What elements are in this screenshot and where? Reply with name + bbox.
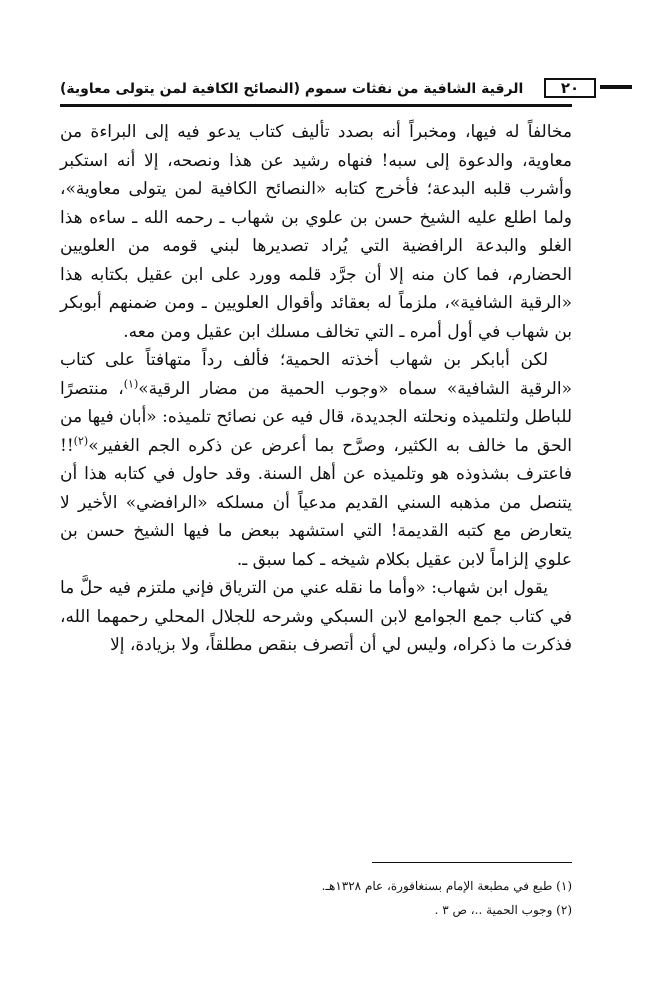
- paragraph-2-part-b: ، منتصرًا للباطل ولتلميذه ونحلته الجديدة، قال فيه عن نصائح تلميذه: «أبان فيها من الحق ما خالف به الكثير، وصرَّح بما أعرض عن ذكره الجم الغفير»: [60, 378, 572, 456]
- header-rule: [60, 104, 572, 107]
- book-title: الرقية الشافية من نفثات سموم (النصائح الكافية لمن يتولى معاوية): [60, 81, 524, 97]
- paragraph-3: يقول ابن شهاب: «وأما ما نقله عني من الترياق فإني ملتزم فيه حلَّ ما في كتاب جمع الجوامع لابن السبكي وشرحه للجلال المحلي رحمهما الله، فذكرت ما ذكراه، وليس لي أن أتصرف بنقص مطلقاً، ولا بزيادة، إلا: [60, 578, 572, 655]
- footnote-1: (١) طبع في مطبعة الإمام بسنغافورة، عام ١٣٢٨هـ.: [321, 879, 572, 893]
- paragraph-2-part-c: !! فاعترف بشذوذه هو وتلميذه عن أهل السنة. وقد حاول في كتابه هذا أن يتنصل من مذهبه السني القديم مدعياً أن مسلكه «الرافضي» الأخير لا يتعارض مع كتبه القديمة! التي استشهد ببعض ما فيها الشيخ حسن بن علوي إلزاماً لابن عقيل بكلام شيخه ـ كما سبق ـ.: [60, 435, 572, 570]
- footnote-ref-1: (١): [123, 376, 139, 390]
- running-header: [60, 78, 620, 100]
- footnote-separator: [372, 862, 572, 863]
- page-number: ٢٠: [544, 78, 596, 98]
- footnote-ref-2: (٢): [73, 433, 89, 447]
- paragraph-2-part-a: لكن أبابكر بن شهاب أخذته الحمية؛ فألف رداً متهافتاً على كتاب «الرقية الشافية» سماه «وجوب الحمية من مضار الرقية»: [60, 350, 572, 399]
- footnotes: [60, 874, 572, 922]
- footnote-2: (٢) وجوب الحمية ..، ص ٣ .: [434, 903, 572, 917]
- header-ornament-bar: [600, 85, 632, 89]
- paragraph-2: [60, 346, 572, 574]
- paragraph-1: مخالفاً له فيها، ومخبراً أنه بصدد تأليف كتاب يدعو فيه إلى البراءة من معاوية، والدعوة إلى سبه! فنهاه رشيد عن هذا ونصحه، إلا أنه استكبر وأشرب قلبه البدعة؛ فأخرج كتابه «النصائح الكافية لمن يتولى معاوية»، ولما اطلع عليه الشيخ حسن بن علوي بن شهاب ـ رحمه الله ـ ساءه هذا الغلو والبدعة الرافضية التي يُراد تصديرها لبني قومه من العلويين الحضارم، فما كان منه إلا أن جرَّد قلمه وورد على ابن عقيل بكتابه هذا «الرقية الشافية»، ملزماً له بعقائد وأقوال العلويين ـ ومن ضمنهم أبوبكر بن شهاب في أول أمره ـ التي تخالف مسلك ابن عقيل ومن معه.: [60, 122, 572, 342]
- main-text: [60, 118, 572, 660]
